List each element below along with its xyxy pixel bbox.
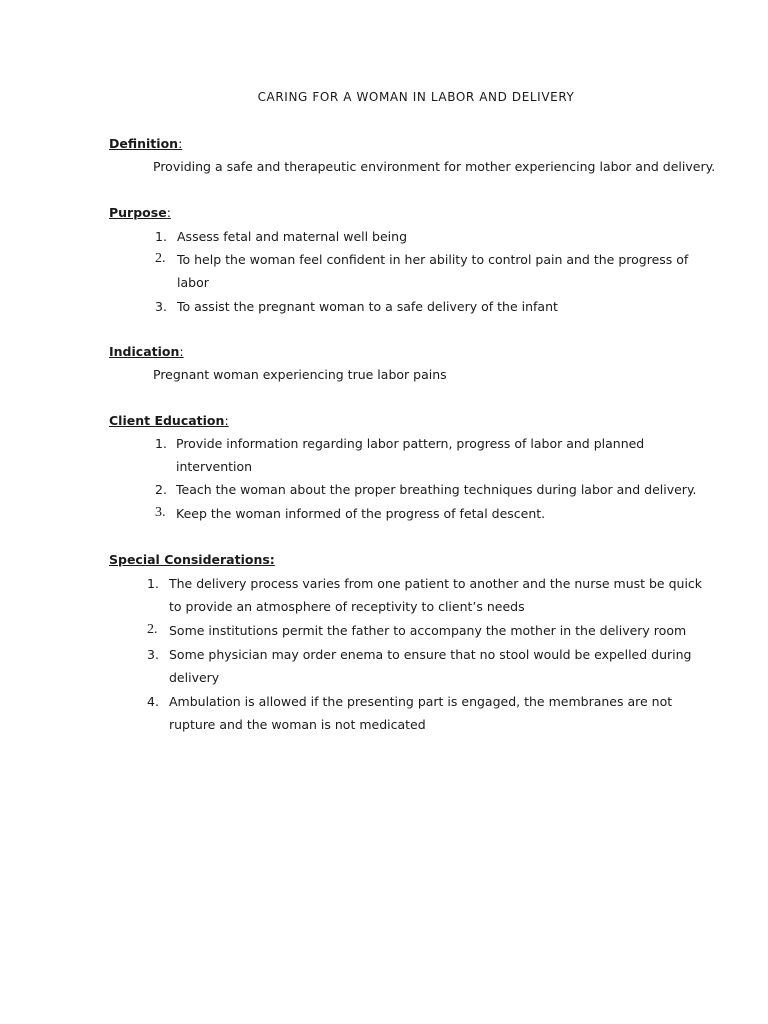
- special-considerations-item-1-line-1: The delivery process varies from one patient to another and the nurse must be quick: [169, 576, 703, 591]
- special-considerations-item-1-number: 1.: [147, 576, 159, 591]
- client-education-item-1-line-1: Provide information regarding labor pattern, progress of labor and planned: [176, 436, 645, 451]
- definition-heading-text: Definition: [109, 136, 179, 151]
- indication-heading-text: Indication: [109, 344, 180, 359]
- special-considerations-item-4-line-2: rupture and the woman is not medicated: [169, 717, 426, 732]
- indication-heading-colon: :: [179, 344, 184, 359]
- special-considerations-item-3-number: 3.: [147, 647, 159, 662]
- purpose-item-2-line-1: To help the woman feel confident in her ability to control pain and the progress of: [177, 252, 689, 267]
- client-education-heading: [109, 413, 229, 428]
- purpose-item-3-number: 3.: [155, 299, 167, 314]
- client-education-item-2-line-1: Teach the woman about the proper breathing techniques during labor and delivery.: [176, 482, 697, 497]
- document-title: CARING FOR A WOMAN IN LABOR AND DELIVERY: [257, 90, 575, 104]
- special-considerations-item-4-number: 4.: [147, 694, 159, 709]
- purpose-heading: [109, 205, 185, 220]
- special-considerations-item-2-line-1: Some institutions permit the father to accompany the mother in the delivery room: [169, 623, 687, 638]
- special-considerations-item-3-line-1: Some physician may order enema to ensure that no stool would be expelled during: [169, 647, 692, 662]
- client-education-heading-text: Client Education: [109, 413, 225, 428]
- purpose-item-2-line-2: labor: [177, 275, 209, 290]
- indication-heading: [109, 344, 184, 359]
- indication-text: Pregnant woman experiencing true labor pains: [153, 367, 447, 382]
- purpose-heading-text: Purpose: [109, 205, 167, 220]
- client-education-item-2-number: 2.: [155, 482, 167, 497]
- special-considerations-heading: [109, 552, 275, 567]
- purpose-heading-colon: :: [166, 205, 171, 220]
- special-considerations-item-1-line-2: to provide an atmosphere of receptivity to client’s needs: [169, 599, 525, 614]
- definition-heading: [109, 136, 182, 151]
- purpose-item-1-number: 1.: [155, 229, 167, 244]
- purpose-item-2-number: 2.: [155, 251, 166, 266]
- special-considerations-item-4-line-1: Ambulation is allowed if the presenting part is engaged, the membranes are not: [169, 694, 673, 709]
- client-education-item-3-line-1: Keep the woman informed of the progress of fetal descent.: [176, 506, 546, 521]
- client-education-item-3-number: 3.: [155, 505, 166, 520]
- client-education-heading-colon: :: [224, 413, 229, 428]
- client-education-item-1-number: 1.: [155, 436, 167, 451]
- special-considerations-item-3-line-2: delivery: [169, 670, 220, 685]
- purpose-item-3-line-1: To assist the pregnant woman to a safe delivery of the infant: [177, 299, 558, 314]
- client-education-item-1-line-2: intervention: [176, 459, 253, 474]
- definition-heading-colon: :: [178, 136, 183, 151]
- purpose-item-1-line-1: Assess fetal and maternal well being: [177, 229, 408, 244]
- definition-text: Providing a safe and therapeutic environment for mother experiencing labor and delivery.: [153, 159, 716, 174]
- special-considerations-heading-text: Special Considerations:: [109, 552, 275, 567]
- special-considerations-item-2-number: 2.: [147, 622, 158, 637]
